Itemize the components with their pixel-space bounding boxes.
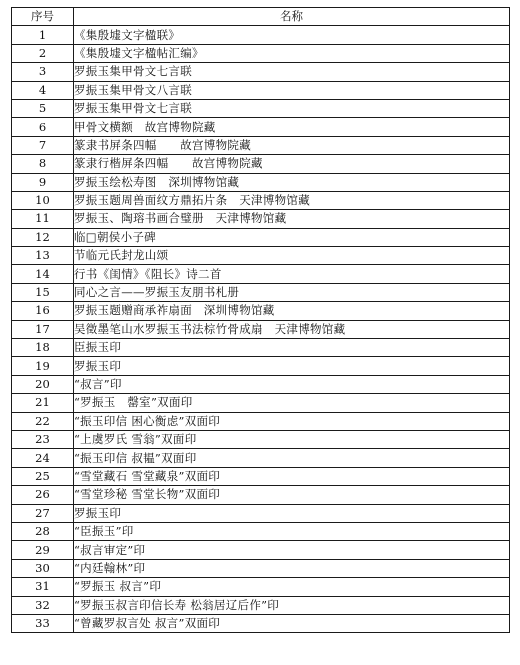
- item-name-cell: “上虞罗氏 雪翁”双面印: [74, 430, 510, 448]
- serial-number-cell: 18: [12, 339, 74, 357]
- serial-number-cell: 17: [12, 320, 74, 338]
- item-name-cell: 罗振玉集甲骨文八言联: [74, 81, 510, 99]
- item-name-cell: 篆隶书屏条四幅 故宫博物院藏: [74, 136, 510, 154]
- serial-number-cell: 21: [12, 394, 74, 412]
- table-row: [12, 412, 510, 430]
- table-row: [12, 247, 510, 265]
- table-row: [12, 449, 510, 467]
- item-name-cell: 罗振玉集甲骨文七言联: [74, 99, 510, 117]
- serial-number-cell: 13: [12, 247, 74, 265]
- serial-number-cell: 28: [12, 522, 74, 540]
- item-name-cell: “叔言”印: [74, 375, 510, 393]
- serial-number-cell: 6: [12, 118, 74, 136]
- serial-number-cell: 4: [12, 81, 74, 99]
- serial-number-cell: 30: [12, 559, 74, 577]
- table-row: [12, 430, 510, 448]
- item-name-cell: “雪堂藏石 雪堂藏泉”双面印: [74, 467, 510, 485]
- table-row: [12, 614, 510, 632]
- serial-number-cell: 29: [12, 541, 74, 559]
- table-row: [12, 504, 510, 522]
- serial-number-cell: 1: [12, 26, 74, 44]
- table-row: [12, 522, 510, 540]
- serial-number-cell: 16: [12, 302, 74, 320]
- item-name-cell: 同心之言——罗振玉友朋书札册: [74, 283, 510, 301]
- item-name-cell: 罗振玉绘松寿图 深圳博物馆藏: [74, 173, 510, 191]
- item-name-cell: 臣振玉印: [74, 339, 510, 357]
- item-name-cell: “曾藏罗叔言处 叔言”双面印: [74, 614, 510, 632]
- catalog-table-body: [12, 26, 510, 633]
- table-row: [12, 265, 510, 283]
- serial-number-cell: 26: [12, 486, 74, 504]
- serial-number-cell: 33: [12, 614, 74, 632]
- table-row: [12, 44, 510, 62]
- table-row: [12, 357, 510, 375]
- table-row: [12, 578, 510, 596]
- item-name-cell: “臣振玉”印: [74, 522, 510, 540]
- item-name-cell: “雪堂珍秘 雪堂长物”双面印: [74, 486, 510, 504]
- table-row: [12, 81, 510, 99]
- item-name-cell: 吴徵墨笔山水罗振玉书法棕竹骨成扇 天津博物馆藏: [74, 320, 510, 338]
- table-row: [12, 486, 510, 504]
- item-name-cell: 节临元氏封龙山颂: [74, 247, 510, 265]
- item-name-cell: “罗振玉叔言印信长寿 松翁居辽后作”印: [74, 596, 510, 614]
- serial-number-cell: 9: [12, 173, 74, 191]
- header-serial-number: 序号: [12, 8, 74, 26]
- catalog-table-head: [12, 8, 510, 26]
- header-row: [12, 8, 510, 26]
- serial-number-cell: 19: [12, 357, 74, 375]
- serial-number-cell: 11: [12, 210, 74, 228]
- table-row: [12, 191, 510, 209]
- table-row: [12, 155, 510, 173]
- item-name-cell: “罗振玉 叔言”印: [74, 578, 510, 596]
- item-name-cell: 《集殷墟文字楹联》: [74, 26, 510, 44]
- item-name-cell: 甲骨文横额 故宫博物院藏: [74, 118, 510, 136]
- item-name-cell: “内廷翰林”印: [74, 559, 510, 577]
- serial-number-cell: 7: [12, 136, 74, 154]
- item-name-cell: 罗振玉印: [74, 504, 510, 522]
- table-row: [12, 118, 510, 136]
- table-row: [12, 394, 510, 412]
- table-row: [12, 596, 510, 614]
- item-name-cell: 临□朝侯小子碑: [74, 228, 510, 246]
- item-name-cell: “振玉印信 困心衡虑”双面印: [74, 412, 510, 430]
- serial-number-cell: 22: [12, 412, 74, 430]
- table-row: [12, 283, 510, 301]
- serial-number-cell: 27: [12, 504, 74, 522]
- table-row: [12, 541, 510, 559]
- item-name-cell: “叔言审定”印: [74, 541, 510, 559]
- item-name-cell: 《集殷墟文字楹帖汇编》: [74, 44, 510, 62]
- table-row: [12, 339, 510, 357]
- table-row: [12, 99, 510, 117]
- item-name-cell: 罗振玉集甲骨文七言联: [74, 63, 510, 81]
- serial-number-cell: 15: [12, 283, 74, 301]
- table-row: [12, 136, 510, 154]
- table-row: [12, 26, 510, 44]
- item-name-cell: 行书《闺情》《阻长》诗二首: [74, 265, 510, 283]
- serial-number-cell: 2: [12, 44, 74, 62]
- serial-number-cell: 23: [12, 430, 74, 448]
- serial-number-cell: 24: [12, 449, 74, 467]
- serial-number-cell: 3: [12, 63, 74, 81]
- serial-number-cell: 25: [12, 467, 74, 485]
- table-row: [12, 228, 510, 246]
- catalog-table: [11, 7, 510, 633]
- item-name-cell: 罗振玉印: [74, 357, 510, 375]
- serial-number-cell: 20: [12, 375, 74, 393]
- serial-number-cell: 5: [12, 99, 74, 117]
- table-row: [12, 375, 510, 393]
- item-name-cell: 罗振玉、陶瑢书画合璧册 天津博物馆藏: [74, 210, 510, 228]
- table-row: [12, 63, 510, 81]
- serial-number-cell: 10: [12, 191, 74, 209]
- header-item-name: 名称: [74, 8, 510, 26]
- item-name-cell: “振玉印信 叔韫”双面印: [74, 449, 510, 467]
- serial-number-cell: 31: [12, 578, 74, 596]
- item-name-cell: 罗振玉题周兽面纹方鼎拓片条 天津博物馆藏: [74, 191, 510, 209]
- serial-number-cell: 14: [12, 265, 74, 283]
- table-row: [12, 173, 510, 191]
- serial-number-cell: 12: [12, 228, 74, 246]
- item-name-cell: 罗振玉题赠商承祚扇面 深圳博物馆藏: [74, 302, 510, 320]
- table-row: [12, 210, 510, 228]
- table-row: [12, 320, 510, 338]
- serial-number-cell: 32: [12, 596, 74, 614]
- serial-number-cell: 8: [12, 155, 74, 173]
- item-name-cell: 篆隶行楷屏条四幅 故宫博物院藏: [74, 155, 510, 173]
- table-row: [12, 302, 510, 320]
- item-name-cell: “罗振玉 罄室”双面印: [74, 394, 510, 412]
- table-row: [12, 467, 510, 485]
- table-row: [12, 559, 510, 577]
